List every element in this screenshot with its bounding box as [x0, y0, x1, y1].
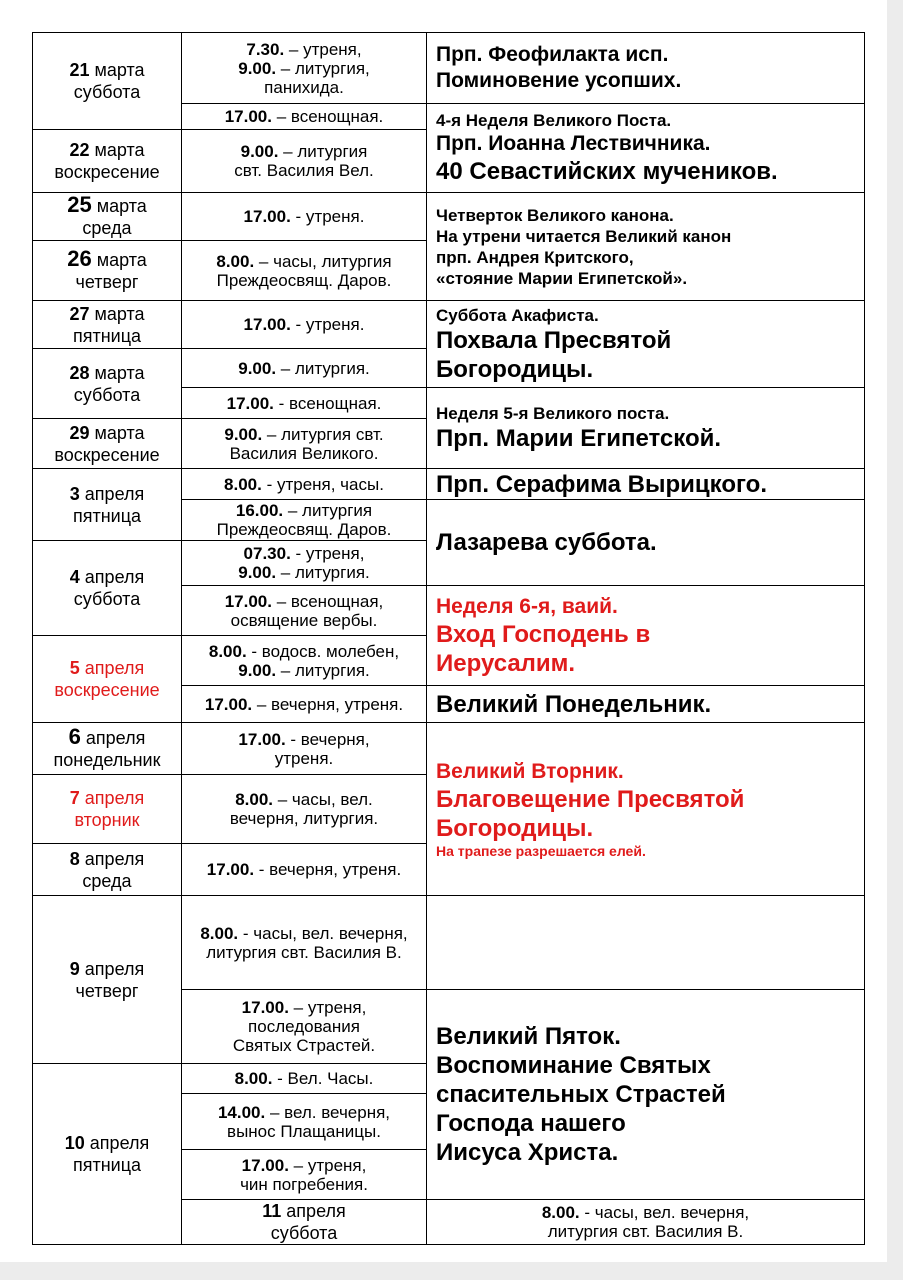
feast-line: 4-я Неделя Великого Поста. [436, 111, 672, 130]
date-cell [33, 469, 182, 541]
date-month: апреля [84, 658, 145, 678]
table-row [33, 193, 865, 241]
feast-line: 40 Севастийских мучеников. [436, 158, 778, 185]
date-cell [33, 33, 182, 130]
service-time: 9.00. [238, 660, 277, 680]
date-cell [33, 896, 182, 1064]
date-cell [33, 419, 182, 469]
feast-cell [427, 33, 865, 104]
service-time-line [427, 1203, 864, 1222]
date-month: апреля [286, 1201, 346, 1221]
weekday: суббота [73, 82, 141, 102]
service-time-line [427, 1222, 864, 1241]
service-time-line [182, 78, 426, 97]
service-name: вечерня, литургия. [229, 809, 379, 828]
feast-line: Неделя 6-я, ваий. [436, 594, 618, 618]
service-schedule-table [32, 32, 865, 1245]
service-name: - вечерня, утреня. [254, 860, 402, 879]
date-number: 29 [69, 422, 90, 443]
service-name: литургия свт. Василия В. [206, 942, 402, 962]
service-time-line [182, 271, 426, 290]
weekday: суббота [73, 384, 141, 405]
service-times-cell [182, 1150, 427, 1200]
feast-line: Прп. Иоанна Лествичника. [436, 132, 711, 155]
date-cell [33, 130, 182, 193]
table-row [33, 301, 865, 349]
date-month: марта [94, 303, 145, 324]
service-time: 17.00. [238, 729, 286, 749]
date-number: 8 [69, 848, 80, 869]
service-time: 17.00. [224, 591, 272, 611]
service-time-line [182, 790, 426, 809]
weekday: воскресение [54, 680, 160, 700]
service-time-line [182, 142, 426, 161]
feast-cell [427, 104, 865, 193]
date-cell [33, 301, 182, 349]
feast-line: Иерусалим. [436, 649, 576, 677]
service-times-cell [182, 775, 427, 844]
service-time-line [182, 943, 426, 962]
service-name: - утреня, часы. [261, 474, 384, 494]
service-time: 8.00. [200, 923, 239, 943]
service-time: 17.00. [224, 107, 272, 126]
date-cell [33, 775, 182, 844]
feast-line: Благовещение Пресвятой [436, 785, 745, 813]
date-month: апреля [89, 1133, 150, 1153]
feast-cell [427, 586, 865, 686]
table-row [33, 469, 865, 500]
service-name: - часы, вел. вечерня, [579, 1203, 750, 1222]
service-times-cell [182, 500, 427, 541]
service-times-cell [182, 586, 427, 636]
service-name: панихида. [264, 77, 344, 97]
service-time: 16.00. [235, 501, 284, 520]
date-number: 5 [69, 658, 80, 678]
date-month: апреля [84, 848, 145, 869]
feast-line: Прп. Феофилакта исп. [436, 43, 669, 66]
service-time: 17.00. [241, 1155, 289, 1175]
service-times-cell [182, 419, 427, 469]
service-time: 8.00. [208, 641, 247, 661]
weekday: воскресение [54, 162, 160, 182]
service-time-line [182, 661, 426, 680]
date-cell [33, 241, 182, 301]
service-name: – утреня, [288, 998, 367, 1017]
feast-line: Богородицы. [436, 355, 594, 383]
service-time-line [182, 359, 426, 378]
service-time-line [182, 749, 426, 768]
date-cell [33, 1064, 182, 1245]
date-month: апреля [84, 483, 145, 504]
service-name: – литургия. [276, 563, 370, 582]
service-time-line [182, 1156, 426, 1175]
service-time-line [182, 998, 426, 1017]
service-time: 9.00. [238, 58, 277, 78]
weekday: суббота [270, 1223, 338, 1243]
service-times-cell [182, 686, 427, 723]
date-number: 11 [262, 1201, 282, 1221]
service-times-cell [182, 301, 427, 349]
date-number: 7 [69, 788, 80, 808]
service-time-line [182, 544, 426, 563]
date-cell [33, 349, 182, 419]
service-time: 17.00. [241, 998, 289, 1017]
service-time: 9.00. [240, 142, 279, 161]
date-number: 26 [67, 246, 92, 271]
service-time-line [182, 1017, 426, 1036]
service-time: 8.00. [234, 1069, 273, 1088]
service-times-cell [182, 104, 427, 130]
feast-line: Поминовение усопших. [436, 69, 682, 92]
service-time: 07.30. [243, 544, 291, 563]
date-month: апреля [84, 567, 145, 587]
feast-line: «стояние Марии Египетской». [436, 268, 688, 288]
service-time-line [182, 252, 426, 271]
date-number: 21 [69, 60, 90, 80]
feast-line: прп. Андрея Критского, [436, 247, 634, 267]
service-time-line [182, 1175, 426, 1194]
feast-line: На трапезе разрешается елей. [436, 842, 646, 859]
service-time-line [182, 1036, 426, 1055]
service-name: - Вел. Часы. [272, 1069, 374, 1088]
service-time-line [182, 520, 426, 539]
service-name: – литургия. [276, 660, 370, 680]
service-time: 7.30. [246, 39, 285, 59]
service-time-line [182, 730, 426, 749]
service-time-line [182, 315, 426, 334]
date-number: 22 [69, 140, 90, 160]
date-number: 4 [69, 567, 80, 587]
service-time: 14.00. [217, 1102, 266, 1122]
service-time-line [182, 563, 426, 582]
date-number: 27 [69, 303, 90, 324]
feast-line: спасительных Страстей [436, 1081, 726, 1108]
feast-line: Прп. Марии Египетской. [436, 425, 722, 452]
service-times-cell [427, 1200, 865, 1245]
service-name: - утреня. [290, 315, 365, 334]
weekday: четверг [75, 980, 139, 1001]
feast-cell [427, 500, 865, 586]
service-name: – всенощная, [271, 591, 384, 611]
feast-line: Великий Вторник. [436, 759, 624, 783]
service-name: – литургия [278, 142, 368, 161]
date-month: марта [94, 140, 145, 160]
feast-line: Лазарева суббота. [436, 529, 657, 556]
feast-line: На утрени читается Великий канон [436, 226, 732, 246]
service-time-line [182, 394, 426, 413]
service-times-cell [182, 130, 427, 193]
feast-cell [427, 301, 865, 388]
service-times-cell [182, 241, 427, 301]
feast-line: Суббота Акафиста. [436, 305, 599, 325]
date-number: 28 [69, 362, 90, 383]
service-name: – утреня, [284, 39, 362, 59]
service-times-cell [182, 636, 427, 686]
service-name: освящение вербы. [230, 610, 378, 630]
service-name: – литургия. [276, 358, 370, 378]
weekday: воскресение [54, 444, 160, 465]
service-time: 8.00. [224, 474, 262, 494]
service-time: 8.00. [216, 251, 255, 271]
service-time: 9.00. [238, 358, 277, 378]
feast-line: Иисуса Христа. [436, 1139, 619, 1166]
service-name: Василия Великого. [229, 443, 379, 463]
feast-line: Великий Пяток. [436, 1023, 621, 1050]
service-name: - утреня, [290, 544, 365, 563]
date-month: апреля [84, 788, 145, 808]
table-row [33, 723, 865, 775]
date-month: апреля [84, 958, 145, 979]
service-time-line [182, 592, 426, 611]
service-name: - водосв. молебен, [246, 641, 400, 661]
feast-cell [427, 723, 865, 896]
date-cell [33, 636, 182, 723]
service-name: – вечерня, утреня. [252, 694, 404, 714]
service-name: свт. Василия Вел. [234, 161, 374, 180]
service-time-line [182, 924, 426, 943]
feast-cell [427, 193, 865, 301]
date-cell [33, 723, 182, 775]
weekday: суббота [73, 589, 141, 609]
date-cell [33, 541, 182, 636]
service-time-line [182, 1103, 426, 1122]
feast-line: Похвала Пресвятой [436, 326, 672, 354]
service-times-cell [182, 990, 427, 1064]
service-name: чин погребения. [240, 1174, 368, 1194]
service-times-cell [182, 388, 427, 419]
service-time: 9.00. [238, 563, 277, 582]
feast-line: Великий Понедельник. [436, 690, 712, 718]
feast-line: Неделя 5-я Великого поста. [436, 404, 670, 423]
service-time-line [182, 1069, 426, 1088]
service-time: 8.00. [541, 1203, 580, 1222]
service-time-line [182, 501, 426, 520]
service-times-cell [182, 1064, 427, 1094]
service-times-cell [182, 541, 427, 586]
service-time: 9.00. [224, 424, 263, 444]
service-time: 17.00. [243, 315, 291, 334]
service-name: – часы, литургия [254, 251, 392, 271]
service-times-cell [182, 193, 427, 241]
service-time-line [182, 642, 426, 661]
service-time-line [182, 860, 426, 879]
service-time-line [182, 425, 426, 444]
service-time-line [182, 1122, 426, 1141]
weekday: среда [82, 870, 132, 891]
service-time-line [182, 444, 426, 463]
service-name: – часы, вел. [273, 790, 373, 809]
service-time-line [182, 107, 426, 126]
service-times-cell [182, 723, 427, 775]
date-number: 9 [69, 958, 80, 979]
weekday: пятница [72, 505, 142, 526]
feast-line: Воспоминание Святых [436, 1052, 711, 1079]
date-month: марта [96, 196, 147, 216]
date-number: 10 [64, 1133, 85, 1153]
service-name: последования [248, 1017, 360, 1036]
date-month: апреля [85, 728, 146, 748]
service-name: – литургия [283, 501, 373, 520]
service-name: – всенощная. [271, 107, 384, 126]
weekday: пятница [72, 1155, 142, 1175]
service-time: 17.00. [204, 694, 253, 714]
date-cell [182, 1200, 427, 1245]
service-name: – утреня, [288, 1155, 367, 1175]
date-number: 6 [68, 724, 81, 749]
date-cell [33, 193, 182, 241]
service-name: – литургия свт. [262, 424, 384, 444]
table-row [33, 33, 865, 104]
service-times-cell [182, 1094, 427, 1150]
weekday: среда [82, 218, 132, 238]
date-month: марта [94, 362, 145, 383]
service-name: Святых Страстей. [232, 1036, 376, 1055]
date-number: 25 [67, 192, 92, 217]
weekday: понедельник [53, 750, 161, 770]
service-time: 17.00. [206, 860, 255, 879]
feast-line: Прп. Серафима Вырицкого. [436, 470, 767, 498]
service-time-line [182, 809, 426, 828]
service-times-cell [182, 469, 427, 500]
service-time-line [182, 695, 426, 714]
service-times-cell [182, 349, 427, 388]
service-name: – литургия, [276, 58, 370, 78]
service-name: - всенощная. [273, 393, 382, 413]
feast-cell [427, 686, 865, 723]
service-name: Преждеосвящ. Даров. [216, 270, 392, 290]
date-number: 3 [69, 483, 80, 504]
service-times-cell [182, 896, 427, 990]
service-time-line [182, 475, 426, 494]
weekday: вторник [74, 810, 140, 830]
feast-line: Четверток Великого канона. [436, 205, 674, 225]
service-name: литургия свт. Василия В. [547, 1222, 744, 1241]
service-name: Преждеосвящ. Даров. [216, 520, 392, 539]
date-cell [33, 844, 182, 896]
feast-line: Богородицы. [436, 814, 594, 842]
service-times-cell [182, 33, 427, 104]
service-time-line [182, 207, 426, 226]
table-row [33, 896, 865, 990]
service-name: - часы, вел. вечерня, [238, 923, 408, 943]
service-time: 17.00. [226, 393, 274, 413]
service-name: утреня. [274, 748, 334, 768]
service-time-line [182, 611, 426, 630]
feast-cell [427, 990, 865, 1200]
feast-cell [427, 469, 865, 500]
weekday: пятница [72, 325, 142, 346]
service-time-line [182, 161, 426, 180]
service-time-line [182, 40, 426, 59]
service-name: - утреня. [290, 207, 365, 226]
service-times-cell [182, 844, 427, 896]
date-month: марта [94, 422, 145, 443]
feast-line: Вход Господень в [436, 620, 651, 648]
service-name: вынос Плащаницы. [227, 1121, 381, 1141]
date-month: марта [96, 250, 147, 270]
service-name: - вечерня, [285, 729, 370, 749]
service-name: – вел. вечерня, [265, 1102, 391, 1122]
feast-cell [427, 388, 865, 469]
weekday: четверг [75, 272, 139, 292]
date-month: марта [94, 60, 145, 80]
service-time: 8.00. [235, 790, 274, 809]
feast-line: Господа нашего [436, 1110, 626, 1137]
service-time-line [182, 59, 426, 78]
service-time: 17.00. [243, 207, 291, 226]
